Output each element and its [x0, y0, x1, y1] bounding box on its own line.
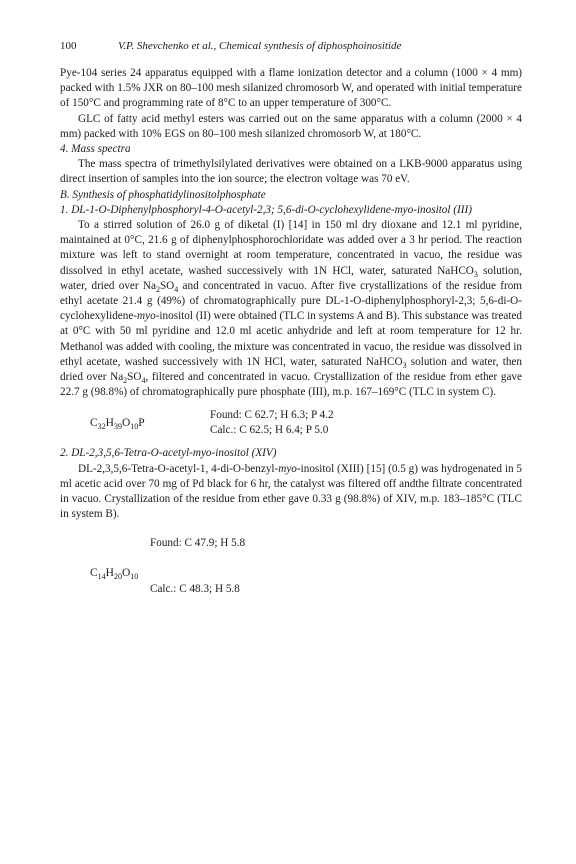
subscript: 10 [130, 572, 139, 582]
element: O [121, 567, 131, 580]
text-run: SO [159, 279, 175, 292]
paragraph-synthesis-xiv [60, 462, 522, 523]
paragraph-glc-apparatus: Pye-104 series 24 apparatus equipped with a flame ionization detector and a column (1000 × 4 mm) packed with 1.5% JXR on 80–100 mesh silanized chromosorb W, and operated with initial temperature of 150°C and programming rate of 8°C to an upper temperature of 300°C. [60, 67, 522, 110]
found-values: Found: C 62.7; H 6.3; P 4.2 [210, 409, 334, 422]
molecular-formula [60, 416, 210, 431]
subscript: 2 [123, 376, 128, 386]
subscript: 20 [113, 572, 122, 582]
element: P [138, 416, 145, 429]
running-title: V.P. Shevchenko et al., Chemical synthesis of diphosphoinositide [118, 40, 402, 52]
subscript: 4 [141, 376, 146, 386]
subsection-heading-compound-xiv [60, 446, 522, 461]
analysis-values [210, 408, 334, 438]
subscript: 10 [130, 421, 139, 431]
paragraph-synthesis-iii [60, 218, 522, 400]
subsection-heading-compound-iii [60, 203, 522, 218]
text-run: , filtered and concentrated in vacuo. Crystallization of the residue from ether gave 22.7 g (98.8%) of chromatographically pure phosphate (III), m.p. 167–169°C (TLC in system C). [60, 371, 522, 399]
element: H [105, 567, 114, 580]
calc-values: Calc.: C 62.5; H 6.4; P 5.0 [210, 424, 329, 437]
heading-myo: myo [192, 447, 212, 460]
element: O [121, 416, 131, 429]
text-run: and concentrated in vacuo. After five crystallizations of the residue from ethyl acetate 21.4 g (49%) of chromatographically pure DL-1-O-diphenylphosphoryl-2,3; 5,6-di-O-cyclohexylidene- [60, 279, 523, 323]
subscript: 2 [155, 284, 160, 294]
calc-values: Calc.: C 48.3; H 5.8 [150, 583, 240, 596]
text-run: SO [127, 371, 142, 384]
heading-myo: myo [394, 203, 414, 216]
subscript: 3 [402, 360, 407, 370]
subscript: 14 [97, 572, 106, 582]
paragraph-glc-methyl-esters: GLC of fatty acid methyl esters was carried out on the same apparatus with a column (2000 × 4 mm) packed with 10% EGS on 80–100 mesh silanized chromosorb W, at 180°C. [60, 112, 522, 140]
elemental-analysis-xiv [60, 530, 522, 600]
section-heading-synthesis: B. Synthesis of phosphatidylinositolphosphate [60, 188, 266, 201]
element: H [105, 416, 114, 429]
heading-text: 2. DL-2,3,5,6-Tetra-O-acetyl- [60, 447, 193, 460]
text-run: -inositol (II) were obtained (TLC in systems A and B). This substance was treated at 0°C with 50 ml pyridine and 12.0 ml acetic anhydride and left at room temperature for 12 hr. Methanol was added with cooling, the mixture was concentrated in vacuo, the residue was dissolved in ethyl acetate, washed successively with 1N HCl, water, saturated NaHCO [60, 310, 522, 368]
subscript: 3 [473, 269, 478, 279]
heading-text: -inositol (XIV) [211, 447, 277, 460]
text-run: -inositol (XIII) [15] (0.5 g) was hydrogenated in 5 ml acetic acid over 70 mg of Pd black for 6 hr, the catalyst was filtered off andthe filtrate concentrated in vacuo. Crystallization of the residue from ether gave 0.33 g (98.8%) of XIV, m.p. 183–185°C (TLC in system B). [60, 462, 523, 521]
section-heading-mass-spectra: 4. Mass spectra [60, 143, 131, 156]
page-number: 100 [60, 40, 77, 52]
heading-text: -inositol (III) [413, 203, 472, 216]
subscript: 32 [97, 421, 106, 431]
body-text [60, 66, 522, 600]
elemental-analysis-iii [60, 406, 522, 440]
element: C [90, 416, 98, 429]
text-run: solution and water, then dried over Na [60, 355, 522, 384]
text-run: DL-2,3,5,6-Tetra-O-acetyl-1, 4-di-O-benzyl- [78, 462, 279, 475]
text-run-italic: myo [137, 310, 156, 323]
text-run: To a stirred solution of 26.0 g of diketal (I) [14] in 150 ml dry dioxane and 12.1 ml pyridine, maintained at 0°C, 21.6 g of diphenylphosphorochloridate was added over a 3 hr period. The reaction mixture was left to stand overnight at room temperature, concentrated in vacuo, the residue was dissolved in ethyl acetate, washed successively with 1N HCl, water, saturated NaHCO [60, 219, 522, 277]
found-values: Found: C 47.9; H 5.8 [150, 537, 246, 550]
molecular-formula [90, 566, 138, 581]
heading-text: 1. DL-1-O-Diphenylphosphoryl-4-O-acetyl-2,3; 5,6-di-O-cyclohexylidene- [60, 203, 395, 216]
subscript: 39 [113, 421, 122, 431]
element: C [90, 567, 98, 580]
text-run: solution, water, dried over Na [60, 264, 522, 292]
subscript: 4 [174, 284, 179, 294]
text-run-italic: myo [278, 462, 297, 475]
paragraph-mass-spectra: The mass spectra of trimethylsilylated derivatives were obtained on a LKB-9000 apparatus using direct insertion of samples into the ion source; the electron voltage was 70 eV. [60, 158, 522, 186]
